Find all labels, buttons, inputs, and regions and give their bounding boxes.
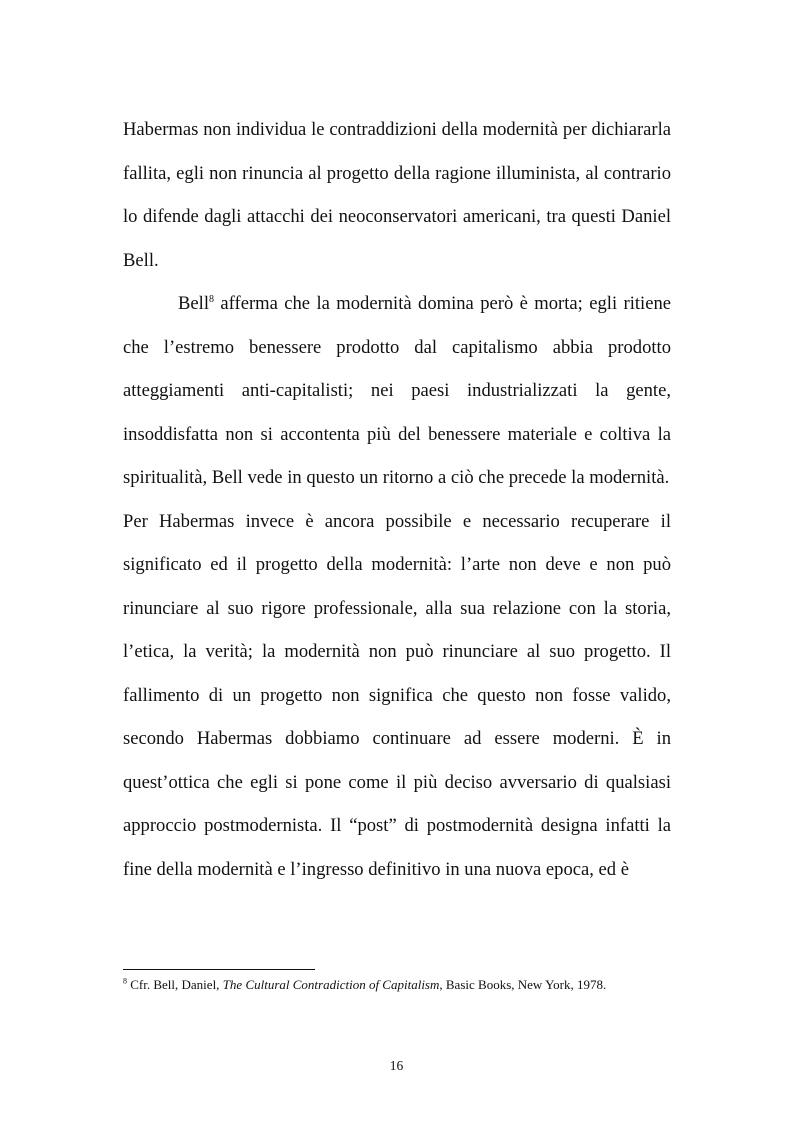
footnote-separator: [123, 969, 315, 970]
paragraph-3-text: Per Habermas invece è ancora possibile e necessario recuperare il significato ed il progetto della modernità: l’arte non deve e non può rinunciare al suo rigore professionale, alla sua relazione con la storia, l’etica, la verità; la modernità non può rinunciare al suo progetto. Il fallimento di un progetto non significa che questo non fosse valido, secondo Habermas dobbiamo continuare ad essere moderni. È in quest’ottica che egli si pone come il più deciso avversario di qualsiasi approccio postmodernista. Il “post” di postmodernità designa infatti la fine della modernità e l’ingresso definitivo in una nuova epoca, ed è: [123, 510, 671, 880]
paragraph-3: [123, 500, 671, 892]
paragraph-2-text: afferma che la modernità domina però è morta; egli ritiene che l’estremo benessere prodotto dal capitalismo abbia prodotto atteggiamenti anti-capitalisti; nei paesi industrializzati la gente, insoddisfatta non si accontenta più del benessere materiale e coltiva la spiritualità, Bell vede in questo un ritorno a ciò che precede la modernità.: [123, 293, 671, 488]
footnote-book-title: The Cultural Contradiction of Capitalism: [222, 977, 440, 992]
body-text: [123, 108, 671, 891]
footnote-number: 8: [123, 976, 127, 986]
paragraph-1: [123, 108, 671, 282]
footnote-reference[interactable]: 8: [209, 293, 214, 305]
paragraph-2: [123, 282, 671, 500]
footnote-tail: , Basic Books, New York, 1978.: [439, 977, 607, 992]
paragraph-2-lead: Bell: [178, 293, 209, 314]
footnote: [123, 976, 683, 994]
page-number: 16: [389, 1058, 404, 1073]
footnote-lead: Cfr. Bell, Daniel,: [127, 977, 223, 992]
paragraph-1-text: Habermas non individua le contraddizioni della modernità per dichiararla fallita, egli non rinuncia al progetto della ragione illuminista, al contrario lo difende dagli attacchi dei neoconservatori americani, tra questi Daniel Bell.: [123, 119, 671, 271]
